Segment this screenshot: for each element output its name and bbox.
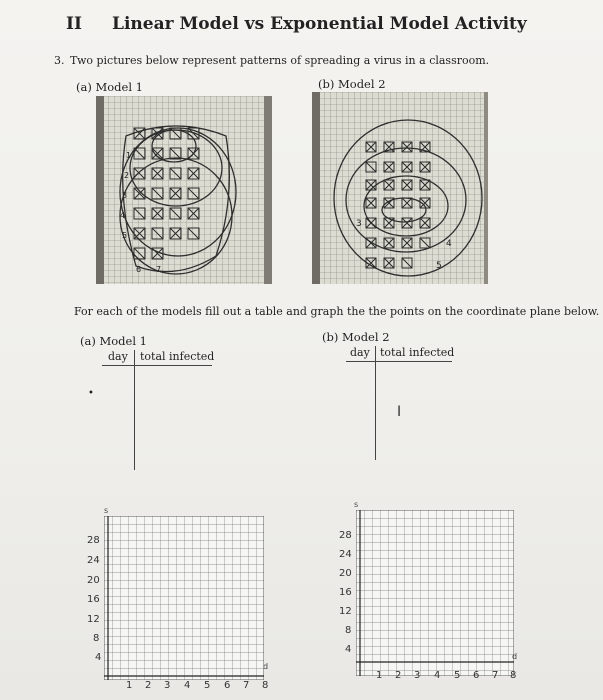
section-number: II — [66, 14, 82, 34]
graph-a-x-tick: 8 — [262, 680, 269, 691]
graph-b-x-tick: 4 — [434, 670, 441, 681]
table-a-day-header: day — [108, 350, 128, 363]
graph-a-x-tick: 1 — [126, 680, 133, 691]
graph-a-y-tick: 28 — [87, 535, 100, 546]
table-b-label: (b) Model 2 — [322, 330, 390, 344]
graph-a-y-tick: 12 — [87, 614, 100, 625]
question-number: 3. — [54, 54, 65, 67]
model1-annotation: 2 — [124, 171, 130, 180]
graph-b-x-tick: 3 — [414, 670, 421, 681]
graph-b-grid — [356, 510, 514, 676]
instructions-text: For each of the models fill out a table and graph the the points on the coordinate plane below. — [74, 305, 600, 318]
model1-drawing — [96, 96, 272, 284]
model1-photo — [96, 96, 272, 284]
graph-b-y-axis-letter: s — [354, 500, 359, 509]
model1-annotation: 7 — [156, 265, 162, 274]
model1-annotation: 3 — [122, 191, 128, 200]
graph-a-x-tick: 2 — [145, 680, 152, 691]
graph-b-x-tick: 7 — [492, 670, 499, 681]
table-a-total-header: total infected — [140, 350, 215, 363]
model2-annotation: 3 — [356, 219, 362, 229]
graph-b-x-axis-letter: d — [512, 652, 518, 661]
graph-a-x-tick: 3 — [164, 680, 171, 691]
graph-b-x-tick: 2 — [395, 670, 402, 681]
stray-dot: • — [88, 388, 94, 399]
graph-b-y-tick: 20 — [339, 568, 352, 579]
table-a-label: (a) Model 1 — [80, 334, 148, 348]
graph-b-y-tick: 12 — [339, 606, 352, 617]
graph-b-y-tick: 24 — [339, 549, 352, 560]
graph-a-x-tick: 4 — [184, 680, 191, 691]
model2-drawing — [312, 92, 488, 284]
graph-b-y-tick: 8 — [345, 625, 352, 636]
graph-b-y-tick: 4 — [345, 644, 352, 655]
model1-annotation: 5 — [122, 231, 128, 240]
model2-annotation: 5 — [436, 261, 442, 271]
table-b-column-divider — [375, 346, 376, 460]
model1-annotation: 6 — [136, 265, 142, 274]
graph-a-grid — [104, 516, 264, 680]
graph-a-y-tick: 16 — [87, 594, 100, 605]
graph-b-x-tick: 5 — [454, 670, 461, 681]
graph-b-y-tick: 28 — [339, 530, 352, 541]
text-cursor-icon: I — [397, 404, 402, 420]
table-a-header-rule — [102, 365, 212, 366]
graph-b-y-tick: 16 — [339, 587, 352, 598]
model2-picture-label: (b) Model 2 — [318, 77, 386, 91]
graph-a-y-axis-letter: s — [104, 506, 109, 515]
question-text: Two pictures below represent patterns of spreading a virus in a classroom. — [70, 54, 490, 67]
graph-a-y-tick: 8 — [93, 633, 100, 644]
model1-annotation: 4 — [120, 211, 126, 220]
model1-annotation: 1 — [126, 151, 132, 160]
graph-a-y-tick: 4 — [95, 652, 102, 663]
graph-a-x-tick: 5 — [204, 680, 211, 691]
model2-annotation: 4 — [446, 239, 452, 249]
graph-a-x-tick: 6 — [224, 680, 231, 691]
graph-a-x-tick: 7 — [243, 680, 250, 691]
graph-b-x-tick: 8 — [510, 670, 517, 681]
graph-b-x-tick: 1 — [376, 670, 383, 681]
model2-photo — [312, 92, 488, 284]
graph-a-y-tick: 20 — [87, 575, 100, 586]
table-b-total-header: total infected — [380, 346, 455, 359]
page-title: Linear Model vs Exponential Model Activity — [112, 14, 527, 34]
graph-b-x-tick: 6 — [473, 670, 480, 681]
graph-a-y-tick: 24 — [87, 555, 100, 566]
table-b-day-header: day — [350, 346, 370, 359]
table-b-header-rule — [346, 361, 452, 362]
table-a-column-divider — [134, 350, 135, 470]
model1-picture-label: (a) Model 1 — [76, 80, 144, 94]
graph-a-x-axis-letter: d — [263, 662, 269, 671]
